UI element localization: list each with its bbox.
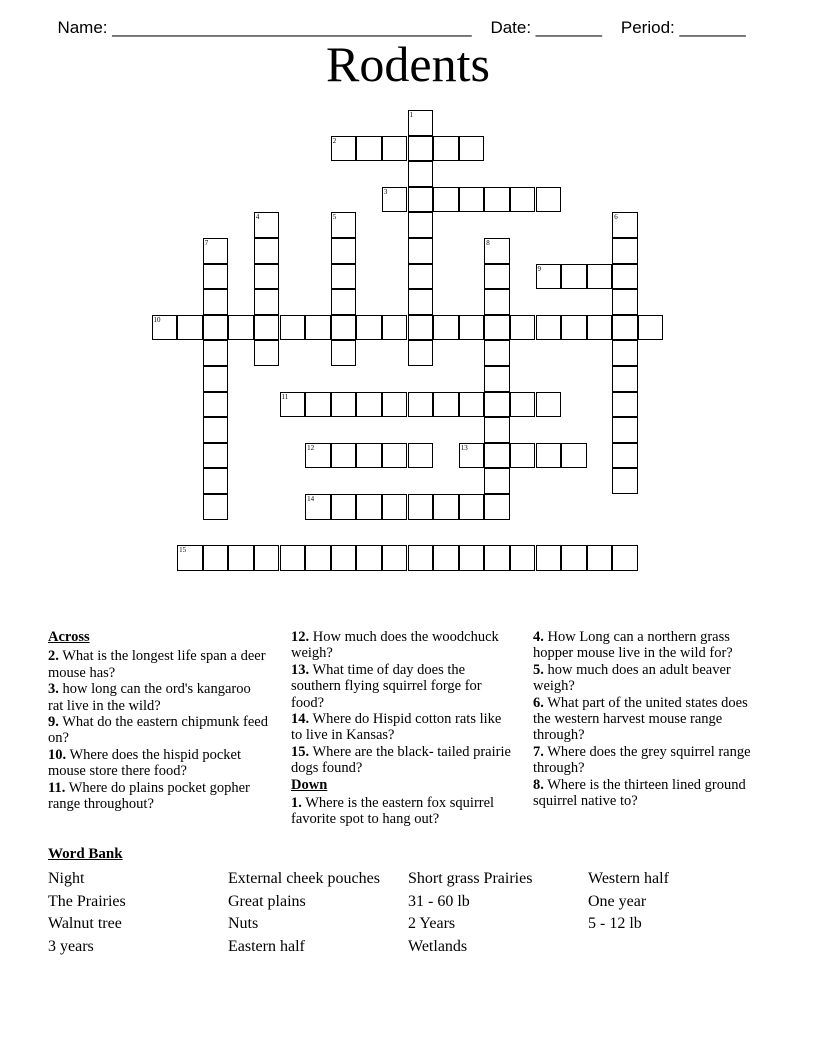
clue-item [533,695,768,744]
crossword-cell[interactable] [203,289,229,315]
crossword-cell[interactable] [382,136,408,162]
crossword-cell[interactable] [408,340,434,366]
crossword-cell[interactable] [305,315,331,341]
clue-item [291,744,516,777]
crossword-cell[interactable] [510,443,536,469]
clue-text: How much does the woodchuck weigh? [291,629,499,662]
crossword-cell[interactable] [459,545,485,571]
crossword-cell[interactable] [408,494,434,520]
clue-number-8: 8 [486,239,490,247]
crossword-cell[interactable] [484,392,510,418]
crossword-cell[interactable] [356,315,382,341]
crossword-cell[interactable] [459,494,485,520]
clue-number: 6. [533,694,544,711]
clue-number: 15. [291,743,310,760]
crossword-cell[interactable] [331,289,357,315]
crossword-cell[interactable] [638,315,664,341]
clue-item [48,714,268,747]
clue-number: 1. [291,795,302,812]
crossword-cell[interactable] [254,545,280,571]
down-heading: Down [291,776,328,793]
crossword-cell[interactable] [612,443,638,469]
crossword-cell[interactable] [203,315,229,341]
word-bank-item: Short grass Prairies [408,870,533,887]
clue-number: 12. [291,629,310,645]
clue-number: 7. [533,743,544,760]
clue-item [48,681,268,714]
clue-number-11: 11 [281,392,289,401]
crossword-cell[interactable] [382,392,408,418]
crossword-cell[interactable] [459,136,485,162]
crossword-cell[interactable] [433,315,459,341]
crossword-cell[interactable] [433,392,459,418]
crossword-cell[interactable] [536,315,562,341]
crossword-cell[interactable] [408,238,434,264]
crossword-cell[interactable] [536,187,562,213]
crossword-cell[interactable] [587,264,613,290]
clue-text: Where is the eastern fox squirrel favorite spot to hang out? [291,795,495,828]
clue-number-15: 15 [179,546,187,555]
crossword-cell[interactable] [228,315,254,341]
crossword-cell[interactable] [254,340,280,366]
crossword-cell[interactable] [331,392,357,418]
crossword-cell[interactable] [203,340,229,366]
crossword-cell[interactable] [484,289,510,315]
crossword-cell[interactable] [561,545,587,571]
crossword-cell[interactable] [356,136,382,162]
crossword-cell[interactable] [228,545,254,571]
crossword-cell[interactable] [331,545,357,571]
clue-number: 5. [533,661,544,678]
crossword-cell[interactable] [356,494,382,520]
crossword-cell[interactable] [408,136,434,162]
crossword-cell[interactable] [510,545,536,571]
clue-item [48,648,268,681]
clue-number-7: 7 [204,239,209,247]
crossword-cell[interactable] [331,494,357,520]
word-bank-heading: Word Bank [48,846,123,862]
crossword-cell[interactable] [408,161,434,187]
clue-number: 2. [48,648,59,665]
word-bank-item: Walnut tree [48,915,122,933]
clue-text: What do the eastern chipmunk feed on? [48,714,268,747]
crossword-cell[interactable] [484,545,510,571]
crossword-cell[interactable] [612,417,638,443]
clue-number: 4. [533,629,544,645]
word-bank-item: Wetlands [408,938,468,956]
crossword-cell[interactable] [484,494,510,520]
crossword-cell[interactable] [408,545,434,571]
crossword-cell[interactable] [408,187,434,213]
crossword-cell[interactable] [612,340,638,366]
clue-number-1: 1 [409,111,413,119]
page-title: Rodents [326,36,490,92]
crossword-cell[interactable] [203,264,229,290]
crossword-cell[interactable] [587,315,613,341]
clue-number-14: 14 [307,495,315,503]
crossword-cell[interactable] [280,315,306,341]
clue-number-12: 12 [307,443,315,452]
crossword-cell[interactable] [510,315,536,341]
clue-number-3: 3 [383,187,388,196]
crossword-cell[interactable] [305,545,331,571]
clue-text: What time of day does the southern flying squirrel forge for food? [291,661,482,711]
word-bank-item: 3 years [48,938,94,956]
crossword-cell[interactable] [561,443,587,469]
clue-number: 11. [48,779,66,796]
clue-number-9: 9 [537,264,541,273]
clue-item [48,747,268,780]
word-bank-item: 5 - 12 lb [588,915,642,933]
crossword-cell[interactable] [612,289,638,315]
crossword-cell[interactable] [177,315,203,341]
crossword-cell[interactable] [254,315,280,341]
crossword-cell[interactable] [612,392,638,418]
clue-number-5: 5 [332,213,337,222]
word-bank-item: External cheek pouches [228,870,380,887]
word-bank-item: The Prairies [48,892,126,910]
crossword-cell[interactable] [612,315,638,341]
word-bank-item: 31 - 60 lb [408,892,470,910]
crossword-cell[interactable] [408,264,434,290]
crossword-cell[interactable] [331,264,357,290]
crossword-cell[interactable] [536,443,562,469]
clue-item [291,662,516,711]
clue-item [533,662,768,695]
crossword-cell[interactable] [433,545,459,571]
crossword-cell[interactable] [356,443,382,469]
clues-column-3 [533,629,768,809]
clue-item [291,795,516,828]
name-field-label[interactable]: Name: ______________________________________ [57,18,472,37]
word-bank-item: Night [48,870,85,887]
clue-text: Where do plains pocket gopher range throughout? [48,779,250,813]
clue-item [291,629,516,662]
crossword-cell[interactable] [408,392,434,418]
crossword-cell[interactable] [484,340,510,366]
crossword-cell[interactable] [305,392,331,418]
clue-item [533,777,768,810]
crossword-cell[interactable] [382,443,408,469]
crossword-cell[interactable] [382,545,408,571]
clue-text: Where is the thirteen lined ground squirrel native to? [533,776,746,810]
crossword-cell[interactable] [484,264,510,290]
word-bank-item: Western half [588,870,669,887]
crossword-cell[interactable] [587,545,613,571]
clue-item [533,744,768,777]
crossword-cell[interactable] [561,315,587,341]
crossword-cell[interactable] [203,443,229,469]
crossword-cell[interactable] [536,392,562,418]
clue-text: Where do Hispid cotton rats like to live in Kansas? [291,711,502,744]
clue-text: How Long can a northern grass hopper mouse live in the wild for? [533,629,733,662]
clue-text: how long can the ord's kangaroo rat live in the wild? [48,681,251,714]
crossword-cell[interactable] [331,315,357,341]
clue-text: Where does the hispid pocket mouse store there food? [48,746,242,780]
crossword-cell[interactable] [382,494,408,520]
word-bank-item: Eastern half [228,938,305,956]
clue-number-4: 4 [255,213,260,222]
clue-text: how much does an adult beaver weigh? [533,661,731,695]
crossword-cell[interactable] [612,545,638,571]
crossword-cell[interactable] [484,187,510,213]
crossword-cell[interactable] [203,417,229,443]
crossword-cell[interactable] [203,545,229,571]
crossword-cell[interactable] [203,494,229,520]
clue-number: 8. [533,776,544,793]
crossword-cell[interactable] [433,187,459,213]
date-field-label[interactable]: Date: _______ [490,18,602,37]
crossword-cell[interactable] [203,366,229,392]
crossword-cell[interactable] [561,264,587,290]
crossword-cell[interactable] [356,392,382,418]
crossword-cell[interactable] [459,392,485,418]
clue-text: What is the longest life span a deer mouse has? [48,648,266,681]
crossword-cell[interactable] [203,468,229,494]
clue-text: Where are the black- tailed prairie dogs found? [291,743,511,777]
crossword-cell[interactable] [203,392,229,418]
crossword-cell[interactable] [484,366,510,392]
clue-number: 14. [291,711,310,728]
crossword-cell[interactable] [254,238,280,264]
clue-number-10: 10 [153,315,161,324]
clue-number: 3. [48,681,59,698]
crossword-cell[interactable] [356,545,382,571]
crossword-cell[interactable] [612,468,638,494]
clue-text: What part of the united states does the western harvest mouse range through? [533,694,748,744]
word-bank-item: Nuts [228,915,259,933]
crossword-cell[interactable] [331,340,357,366]
word-bank-item: Great plains [228,892,306,910]
across-heading: Across [48,629,90,645]
clue-number-13: 13 [460,443,468,452]
crossword-cell[interactable] [484,443,510,469]
crossword-cell[interactable] [331,443,357,469]
period-field-label[interactable]: Period: _______ [620,18,746,37]
crossword-cell[interactable] [459,315,485,341]
crossword-cell[interactable] [433,136,459,162]
clue-number: 9. [48,714,59,731]
clue-number-6: 6 [614,213,618,222]
clue-number-2: 2 [332,136,337,145]
crossword-cell[interactable] [408,289,434,315]
clues-column-2 [291,629,516,828]
crossword-cell[interactable] [510,187,536,213]
crossword-cell[interactable] [408,315,434,341]
crossword-cell[interactable] [459,187,485,213]
crossword-cell[interactable] [484,468,510,494]
clue-text: Where does the grey squirrel range through? [533,743,751,777]
crossword-cell[interactable] [408,212,434,238]
word-bank-item: 2 Years [408,915,456,933]
crossword-cell[interactable] [280,545,306,571]
crossword-cell[interactable] [484,315,510,341]
clue-number: 13. [291,661,310,678]
crossword-cell[interactable] [408,443,434,469]
clue-item [48,780,268,813]
clue-item [533,629,768,662]
clue-number: 10. [48,746,67,763]
crossword-cell[interactable] [510,392,536,418]
crossword-cell[interactable] [484,417,510,443]
clues-column-1 [48,629,268,812]
clue-item [291,711,516,744]
word-bank [48,868,768,959]
crossword-cell[interactable] [254,264,280,290]
crossword-cell[interactable] [612,366,638,392]
crossword-cell[interactable] [382,315,408,341]
crossword-cell[interactable] [331,238,357,264]
crossword-cell[interactable] [536,545,562,571]
crossword-cell[interactable] [254,289,280,315]
crossword-cell[interactable] [612,264,638,290]
word-bank-item: One year [588,892,647,910]
crossword-cell[interactable] [612,238,638,264]
crossword-cell[interactable] [433,494,459,520]
